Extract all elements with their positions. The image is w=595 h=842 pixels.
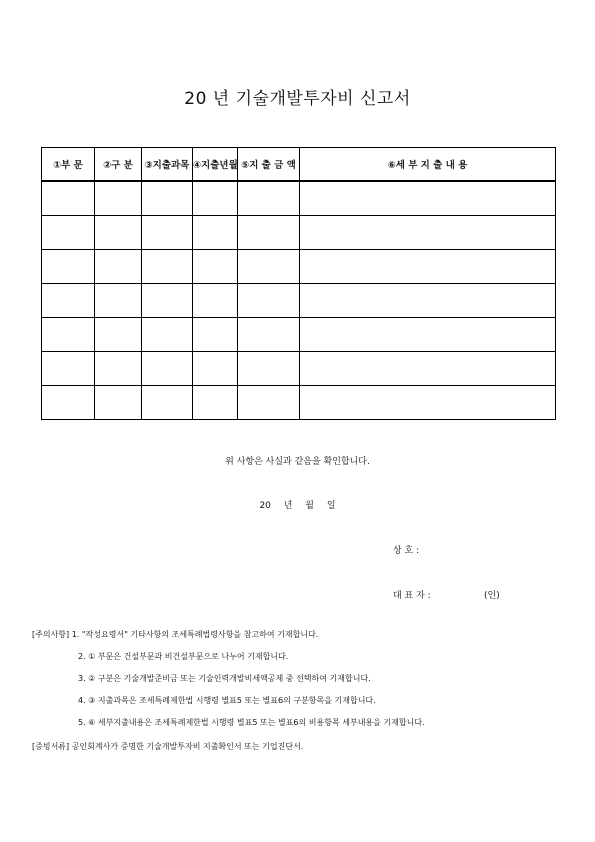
- cell-category[interactable]: [95, 181, 142, 216]
- cell-expense-item[interactable]: [142, 250, 193, 284]
- table-row: [42, 216, 556, 250]
- header-category: ②구 분: [95, 148, 142, 182]
- table-row: [42, 386, 556, 420]
- notes-item-2: 2. ① 부문은 건설부문과 비건설부문으로 나누어 기재합니다.: [78, 652, 289, 661]
- cell-details[interactable]: [300, 284, 556, 318]
- cell-expense-month[interactable]: [193, 284, 238, 318]
- cell-amount[interactable]: [238, 250, 300, 284]
- cell-division[interactable]: [42, 284, 95, 318]
- expenditure-table: [41, 147, 556, 420]
- cell-expense-item[interactable]: [142, 318, 193, 352]
- attachments-heading: [증빙서류]: [32, 742, 70, 751]
- cell-expense-item[interactable]: [142, 284, 193, 318]
- table-row: [42, 352, 556, 386]
- cell-amount[interactable]: [238, 386, 300, 420]
- cell-division[interactable]: [42, 181, 95, 216]
- cell-category[interactable]: [95, 352, 142, 386]
- cell-expense-item[interactable]: [142, 386, 193, 420]
- cell-details[interactable]: [300, 216, 556, 250]
- cell-details[interactable]: [300, 250, 556, 284]
- cell-details[interactable]: [300, 352, 556, 386]
- cell-amount[interactable]: [238, 181, 300, 216]
- cell-expense-month[interactable]: [193, 181, 238, 216]
- confirmation-statement: 위 사항은 사실과 같음을 확인합니다.: [225, 457, 370, 467]
- header-division: ①부 문: [42, 148, 95, 182]
- attachments-section: [32, 741, 303, 752]
- cell-amount[interactable]: [238, 318, 300, 352]
- cell-category[interactable]: [95, 250, 142, 284]
- cell-division[interactable]: [42, 250, 95, 284]
- cell-expense-month[interactable]: [193, 386, 238, 420]
- firm-name-label: 상 호 :: [393, 546, 420, 556]
- table-row: [42, 181, 556, 216]
- header-expense-month: ④지출년월: [193, 148, 238, 182]
- cell-expense-month[interactable]: [193, 318, 238, 352]
- notes-item-4: 4. ③ 지출과목은 조세특례제한법 시행령 별표5 또는 별표6의 구분항목을 기재합니다.: [78, 696, 376, 705]
- notes-item-5: 5. ⑥ 세부지출내용은 조세특례제한법 시행령 별표5 또는 별표6의 비용항목 세부내용을 기재합니다.: [78, 718, 425, 727]
- header-expense-item: ③지출과목: [142, 148, 193, 182]
- cell-details[interactable]: [300, 318, 556, 352]
- cell-expense-month[interactable]: [193, 352, 238, 386]
- cell-expense-item[interactable]: [142, 181, 193, 216]
- cell-expense-item[interactable]: [142, 352, 193, 386]
- notes-section: [32, 624, 425, 734]
- cell-expense-item[interactable]: [142, 216, 193, 250]
- notes-text: 1. "작성요령서" 기타사항의 조세특례법령사항을 참고하여 기재합니다.: [71, 630, 319, 639]
- table-row: [42, 318, 556, 352]
- table-row: [42, 250, 556, 284]
- cell-category[interactable]: [95, 386, 142, 420]
- cell-details[interactable]: [300, 386, 556, 420]
- cell-amount[interactable]: [238, 216, 300, 250]
- header-details: ⑥세 부 지 출 내 용: [300, 148, 556, 182]
- table-row: [42, 284, 556, 318]
- cell-amount[interactable]: [238, 284, 300, 318]
- cell-category[interactable]: [95, 318, 142, 352]
- seal-mark: (인): [484, 591, 500, 601]
- cell-division[interactable]: [42, 352, 95, 386]
- cell-category[interactable]: [95, 216, 142, 250]
- page-title: 20 년 기술개발투자비 신고서: [184, 89, 411, 109]
- header-amount: ⑤지 출 금 액: [238, 148, 300, 182]
- representative-label: 대 표 자 :: [393, 591, 431, 601]
- cell-division[interactable]: [42, 216, 95, 250]
- cell-division[interactable]: [42, 386, 95, 420]
- date-line: 20 년 월 일: [259, 501, 336, 511]
- cell-amount[interactable]: [238, 352, 300, 386]
- cell-expense-month[interactable]: [193, 216, 238, 250]
- cell-expense-month[interactable]: [193, 250, 238, 284]
- notes-item-1: [32, 624, 425, 646]
- table-header-row: [42, 148, 556, 182]
- cell-division[interactable]: [42, 318, 95, 352]
- cell-details[interactable]: [300, 181, 556, 216]
- attachments-text: 공인회계사가 증명한 기술개발투자비 지출확인서 또는 기업진단서.: [71, 742, 304, 751]
- notes-heading: [주의사항]: [32, 630, 70, 639]
- notes-item-3: 3. ② 구분은 기술개발준비금 또는 기술인력개발비세액공제 중 선택하여 기재합니다.: [78, 674, 371, 683]
- cell-category[interactable]: [95, 284, 142, 318]
